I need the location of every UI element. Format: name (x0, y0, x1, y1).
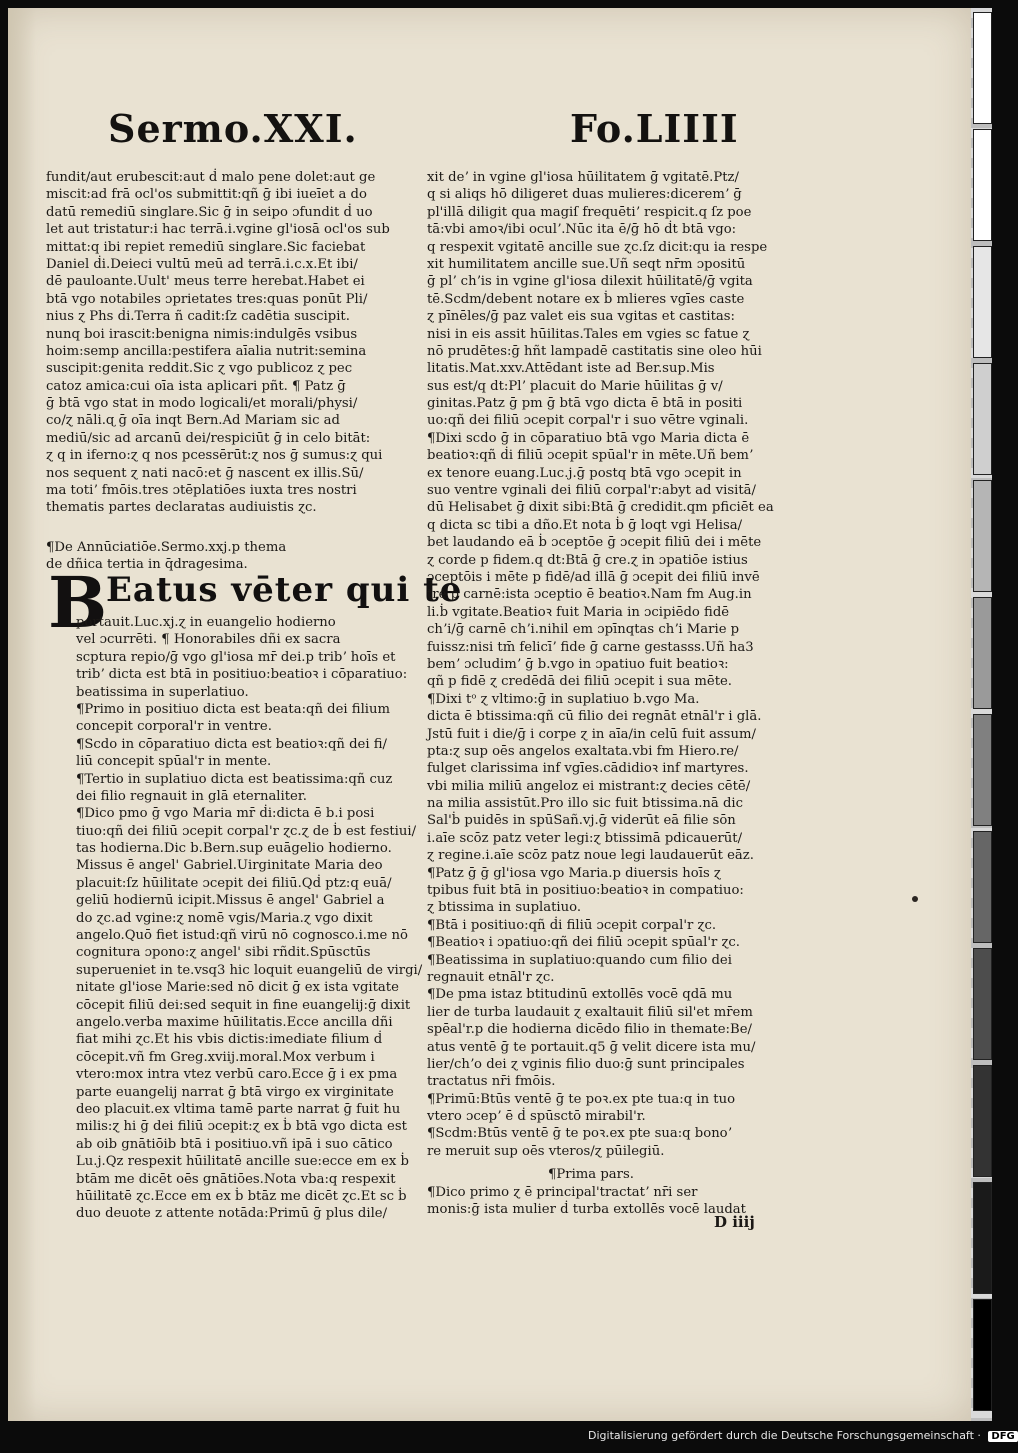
scan-chip (973, 831, 992, 943)
text-line: geliū hodiernū icipit.Missus ē angel' Gabriel a (76, 893, 385, 909)
text-line: deo placuit.ex vltima tamē parte narrat ḡ fuit hu (76, 1101, 401, 1117)
text-line: suscipit:genita reddit.Sic ɀ vgo publicoz ɀ pec (46, 361, 353, 377)
text-line: nius ɀ Phs ḋi.Terra ñ cadit:ſz cadētia suscipit. (46, 309, 350, 325)
text-line: ḡ btā vgo stat in modo logicali/et morali/physi/ (46, 396, 358, 412)
margin-dot (912, 896, 918, 902)
text-line: ¶Dico pmo ḡ vgo Maria mr̄ ḋi:dicta ē b.i posi (76, 806, 375, 822)
text-line: fuissz:nisi tm̄ felicīʼ fide ḡ carne gestasss.Uñ ha3 (427, 639, 754, 655)
text-line: tā:vbi amoꝛ/ibi oculʼ.Nūc ita ē/ḡ hō ḋt btā vgo: (427, 222, 737, 238)
text-line: ɀ btissima in suplatiuo. (427, 900, 582, 916)
text-line: pta:ɀ sup oēs angelos exaltata.vbi fm Hiero.re/ (427, 743, 739, 759)
text-line: na milia assistūt.Pro illo sic fuit btissima.nā dic (427, 796, 744, 812)
text-line: Sal'ḃ puidēs in spūSañ.vj.ḡ viderūt eā filie sōn (427, 813, 736, 829)
text-line: ¶Primū:Btūs ventē ḡ te poꝛ.ex pte tua:q in tuo (427, 1091, 736, 1107)
text-line: ex tenore euang.Luc.j.ḡ postq btā vgo ɔcepit in (427, 465, 742, 481)
text-line: fiat mihi ɀc.Et his vbis dictis:imediate filium ḋ (76, 1032, 383, 1048)
text-line: btā vgo notabiles ɔprietates tres:quas ponūt Pli/ (46, 291, 368, 307)
text-line: ¶Dixi scdo ḡ in cōparatiuo btā vgo Maria dicta ē (427, 430, 750, 446)
text-line: ¶Beatissima in suplatiuo:quando cum filio dei (427, 952, 732, 968)
text-line: angelo.Quō fiet istud:qñ virū nō cognosco.i.me nō (76, 928, 408, 944)
text-line: uo:qñ dei filiū ɔcepit corpal'r i suo vētre vginali. (427, 413, 749, 429)
text-line: concepit corporal'r in ventre. (76, 719, 272, 735)
text-line: lier de turba laudauit ɀ exaltauit filiū sil'et mr̄em (427, 1004, 753, 1020)
text-line: ma totiʼ fmōis.tres ɔtēplatiōes iuxta tres nostri (46, 483, 357, 499)
book-page (8, 8, 971, 1421)
text-line: milis:ɀ hi ḡ dei filiū ɔcepit:ɀ ex ḃ btā vgo dicta est (76, 1119, 407, 1135)
text-line: ¶Primo in positiuo dicta est beata:qñ dei filium (76, 701, 391, 717)
text-line: re meruit sup oēs vteros/ɀ pūilegiū. (427, 1143, 665, 1159)
incipit-title: Eatus vēter qui te (106, 570, 463, 610)
text-line: sus est/q dt:Plʼ placuit do Marie hūilitas ḡ v/ (427, 378, 723, 394)
text-line: miscit:ad frā ocl'os submittit:qñ ḡ ibi iueīet a do (46, 187, 367, 203)
text-line: dū Helisabet ḡ dixit sibi:Btā ḡ credidit.qm pficiēt ea (427, 500, 774, 516)
text-line: ¶Tertio in suplatiuo dicta est beatissima:qñ cuz (76, 771, 393, 787)
text-line: fundit/aut erubescit:aut ḋ malo pene dolet:aut ge (46, 170, 376, 185)
text-line: xit humilitatem ancille sue.Uñ seqt nr̄m ɔpositū (427, 256, 746, 272)
dfg-logo: DFG (988, 1431, 1017, 1442)
text-line: beatissima in superlatiuo. (76, 684, 249, 700)
text-line: ḡ plʼ chʼis in vgine gl'iosa dilexit hūilitatē/ḡ vgita (427, 274, 753, 290)
text-line: cōcepit.vñ fm Greg.xviij.moral.Mox verbum i (76, 1049, 375, 1065)
left-column-bottom (76, 614, 423, 1223)
text-line: ab oib gnātiōib btā i positiuo.vñ ipā i suo cātico (76, 1136, 393, 1152)
text-line: Daniel ḋi.Deieci vultū meū ad terrā.i.c.x.Et ibi/ (46, 256, 358, 272)
scan-chip (973, 363, 992, 475)
text-line: monis:ḡ ista mulier ḋ turba extollēs vocē laudat (427, 1202, 746, 1218)
running-header-left: Sermo.XXI. (108, 106, 358, 151)
text-line: suo ventre vginali dei filiū corpal'r:abyt ad visitā/ (427, 483, 756, 499)
text-line: ¶Dixi tᵒ ɀ vltimo:ḡ in suplatiuo b.vgo Ma. (427, 691, 700, 707)
text-line: ɀ corde p fidem.q dt:Btā ḡ cre.ɀ in ɔpatiōe istius (427, 552, 748, 568)
text-line: tē.Scdm/debent notare ex ḃ mlieres vgīes caste (427, 291, 745, 307)
text-line: duo deuote z attente notāda:Primū ḡ plus dile/ (76, 1206, 388, 1222)
text-line: q dicta sc tibi a dño.Et nota ḃ ḡ loqt vgi Helisa/ (427, 517, 743, 533)
text-line: tribʼ dicta est btā in positiuo:beatioꝛ i cōparatiuo: (76, 667, 408, 683)
text-line: let aut tristatur:i hac terrā.i.vgine gl'iosā ocl'os sub (46, 222, 390, 238)
text-line: atus ventē ḡ te portauit.q5 ḡ velit dicere ista mu/ (427, 1039, 756, 1055)
text-line: chʼi/ḡ carnē chʼi.nihil em ɔpīnqtas chʼi Marie p (427, 622, 740, 638)
text-line: tre p carnē:ista ɔceptio ē beatioꝛ.Nam fm Aug.in (427, 587, 752, 603)
text-line: litatis.Mat.xxv.Attēdant iste ad Ber.sup.Mis (427, 361, 715, 377)
text-line: qñ p fidē ɀ credēdā dei filiū ɔcepit i sua mēte. (427, 674, 732, 690)
text-line: scptura repio/ḡ vgo gl'iosa mr̄ dei.p tribʼ hoīs et (76, 649, 396, 665)
text-line: li.ḃ vgitate.Beatioꝛ fuit Maria in ɔcipiēdo fidē (427, 604, 730, 620)
text-line: fulget clarissima inf vgīes.cādidioꝛ inf martyres. (427, 761, 749, 777)
text-line: nisi in eis assit hūilitas.Tales em vgies sc fatue ɀ (427, 326, 750, 342)
text-line: ¶Scdm:Btūs ventē ḡ te poꝛ.ex pte sua:q bonoʼ (427, 1126, 732, 1142)
text-line: ¶De pma istaz btitudinū extollēs vocē qdā mu (427, 987, 733, 1003)
text-line: parte euangelij narrat ḡ btā virgo ex virginitate (76, 1084, 394, 1100)
footer-text: Digitalisierung gefördert durch die Deutsche Forschungsgemeinschaft · (588, 1429, 981, 1442)
text-line: bet laudando eā ḃ ɔceptōe ḡ ɔcepit filiū dei i mēte (427, 535, 762, 551)
text-line: nunq boi irascit:benigna nimis:indulgēs vsibus (46, 326, 358, 342)
text-line: dei filio regnauit in glā eternaliter. (76, 788, 307, 804)
text-line: liū concepit spūal'r in mente. (76, 754, 272, 770)
text-line: tas hodierna.Dic b.Bern.sup euāgelio hodierno. (76, 841, 392, 857)
text-line: co/ɀ nāli.ɋ ḡ oīa inqt Bern.Ad Mariam sic ad (46, 413, 340, 429)
left-column (46, 169, 418, 517)
prima-pars-heading (548, 1166, 748, 1183)
text-line: ginitas.Patz ḡ pm ḡ btā vgo dicta ē btā in positi (427, 396, 743, 412)
text-line: nō prudētes:ḡ hñt lampadē castitatis sine oleo hūi (427, 343, 762, 359)
drop-cap: B (48, 561, 108, 644)
text-line: vtero ɔcepʼ ē ḋ spūsctō mirabil'r. (427, 1109, 646, 1125)
text-line: portauit.Luc.xj.ɀ in euangelio hodierno (76, 615, 336, 630)
text-line: cognitura ɔpono:ɀ angel' sibi rñdit.Spūsctūs (76, 945, 371, 961)
folio-number: Fo.LIIII (570, 106, 739, 151)
text-line: ¶Patz ḡ ḡ gl'iosa vgo Maria.p diuersis hoīs ɀ (427, 865, 721, 881)
text-line: pl'illā diligit qua magiſ frequētiʼ respicit.q ſz poe (427, 204, 752, 220)
scan-chip (973, 597, 992, 709)
scan-chip (973, 714, 992, 826)
text-line: nitate gl'iose Marie:sed nō dicit ḡ ex ista vgitate (76, 980, 399, 996)
text-line: bemʼ ɔcludimʼ ḡ b.vgo in ɔpatiuo fuit beatioꝛ: (427, 656, 729, 672)
text-line: q si aliqs hō diligeret duas mulieres:diceremʼ ḡ (427, 187, 742, 203)
text-line: hoim:semp ancilla:pestifera aīalia nutrit:semina (46, 343, 367, 359)
scan-chip (973, 246, 992, 358)
text-line: datū remediū singlare.Sic ḡ in seipo ɔfundit ḋ uo (46, 204, 373, 220)
scan-chip (973, 1182, 992, 1294)
signature-mark: D iiij (714, 1213, 755, 1231)
text-line: nos sequent ɀ nati nacō:et ḡ nascent ex illis.Sū/ (46, 465, 364, 481)
text-line: ɀ q in iferno:ɀ q nos pcessērūt:ɀ nos ḡ sumus:ɀ qui (46, 448, 383, 464)
text-line: tiuo:qñ dei filiū ɔcepit corpal'r ɀc.ɀ de ḃ est festiui/ (76, 823, 417, 839)
text-line: de dñica tertia in q̄dragesima. (46, 557, 248, 573)
prima-pars-label: ¶Prima pars. (548, 1167, 634, 1182)
text-line: superueniet in te.vsq3 hic loquit euangeliū de virgi/ (76, 962, 423, 978)
text-line: spēal'r.p die hodierna dicēdo filio in themate:Be/ (427, 1022, 752, 1038)
scan-chip (973, 948, 992, 1060)
text-line: mittat:q ibi repiet remediū singlare.Sic faciebat (46, 239, 366, 255)
text-line: beatioꝛ:qñ ḋi filiū ɔcepit spūal'r in mēte.Uñ bemʼ (427, 448, 754, 464)
text-line: q respexit vgitatē ancille sue ɀc.ſz dicit:qu ia respe (427, 239, 768, 255)
text-line: vel ɔcurrēti. ¶ Honorabiles dñi ex sacra (76, 632, 341, 648)
text-line: thematis partes declaratas audiuistis ɀc. (46, 500, 317, 516)
scan-color-bar (971, 8, 992, 1421)
text-line: angelo.verba maxime hūilitatis.Ecce ancilla dñi (76, 1014, 393, 1030)
text-line: i.aīe scōz patz veter legi:ɀ btissimā pdicauerūt/ (427, 830, 743, 846)
scan-chip (973, 480, 992, 592)
text-line: placuit:ſz hūilitate ɔcepit dei filiū.Qḋ ptz:q euā/ (76, 875, 392, 891)
text-line: hūilitatē ɀc.Ecce em ex ḃ btāz me dicēt ɀc.Et sc ḃ (76, 1188, 407, 1204)
text-line: ¶Beatioꝛ i ɔpatiuo:qñ dei filiū ɔcepit spūal'r ɀc. (427, 935, 740, 951)
scan-chip (973, 1299, 992, 1411)
text-line: ɀ pīnēles/ḡ paz valet eis sua vgitas et castitas: (427, 309, 735, 325)
text-line: catoz amica:cui oīa ista aplicari pñt. ¶ Patz ḡ (46, 378, 346, 394)
text-line: ¶Dico primo ɀ ē principal'tractatʼ nr̄i ser (427, 1185, 698, 1200)
text-line: dē pauloante.Uult' meus terre herebat.Habet ei (46, 274, 365, 290)
right-column (427, 169, 789, 1160)
text-line: ¶Scdo in cōparatiuo dicta est beatioꝛ:qñ dei fi/ (76, 736, 387, 752)
text-line: btām me dicēt oēs gnātiōes.Nota vba:q respexit (76, 1171, 396, 1187)
text-line: xit deʼ in vgine gl'iosa hūilitatem ḡ vgitatē.Ptz/ (427, 170, 739, 185)
scan-chip (973, 129, 992, 241)
footer-credit (588, 1429, 1015, 1447)
text-line: ¶Btā i positiuo:qñ ḋi filiū ɔcepit corpal'r ɀc. (427, 917, 717, 933)
text-line: tractatus nr̄i fmōis. (427, 1074, 556, 1090)
text-line: Jstū fuit i die/ḡ i corpe ɀ in aīa/in celū fuit assum/ (427, 726, 756, 742)
text-line: lier/chʼo dei ɀ vginis filio duo:ḡ sunt principales (427, 1056, 745, 1072)
text-line: vtero:mox intra vtez verbū caro.Ecce ḡ i ex pma (76, 1067, 398, 1083)
text-line: Lu.j.Qz respexit hūilitatē ancille sue:ecce em ex ḃ (76, 1154, 409, 1170)
text-line: regnauit etnāl'r ɀc. (427, 969, 555, 985)
text-line: vbi milia miliū angeloz ei mistrant:ɀ decies cētē/ (427, 778, 751, 794)
scan-chip (973, 12, 992, 124)
text-line: tpibus fuit btā in positiuo:beatioꝛ in compatiuo: (427, 883, 744, 899)
scan-chip (973, 1065, 992, 1177)
text-line: ɀ regine.i.aīe scōz patz noue legi laudauerūt eāz. (427, 848, 754, 864)
text-line: Missus ē angel' Gabriel.Uirginitate Maria deo (76, 858, 383, 874)
text-line: ¶De Annūciatiōe.Sermo.xxj.p thema (46, 540, 287, 555)
text-line: dicta ē btissima:qñ cū filio dei regnāt etnāl'r i glā. (427, 709, 762, 725)
text-line: ɔceptōis i mēte p fidē/ad illā ḡ ɔcepit dei filiū invē (427, 569, 760, 585)
text-line: cōcepit filiū dei:sed sequit in fine euangelij:ḡ dixit (76, 997, 411, 1013)
text-line: do ɀc.ad vgine:ɀ nomē vgis/Maria.ɀ vgo dixit (76, 910, 373, 926)
text-line: mediū/sic ad arcanū dei/respiciūt ḡ in celo bitāt: (46, 430, 371, 446)
